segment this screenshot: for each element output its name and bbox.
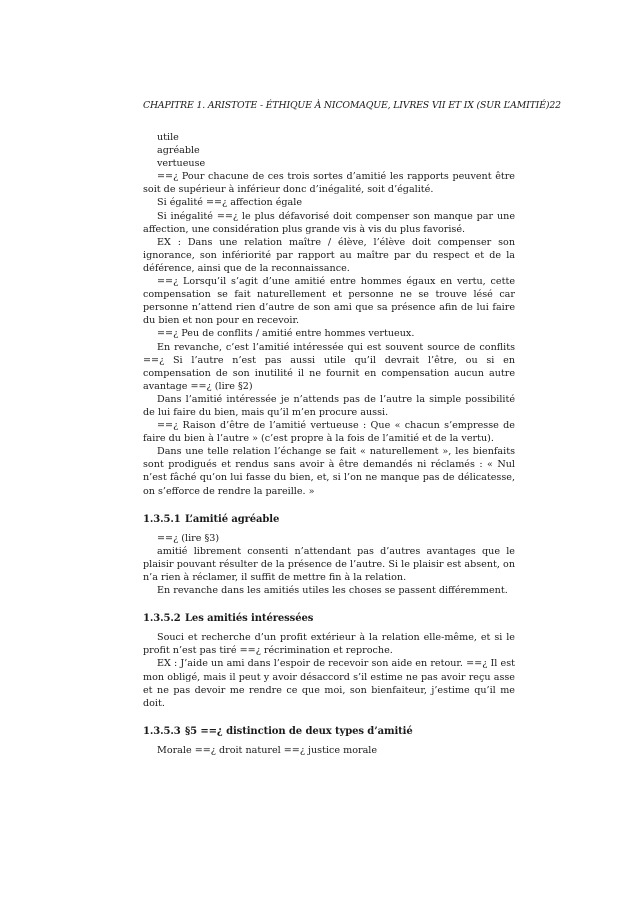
paragraph: ==¿ Lorsqu’il s’agit d’une amitié entre hommes égaux en vertu, cette compensation se fait naturellement et personne ne se trouve lésé car personne n’attend rien d’autre de son ami que sa présence afin de lui faire du bien et non pour en recevoir. xyxy=(143,276,515,327)
paragraph: amitié librement consenti n’attendant pas d’autres avantages que le plaisir pouvant résulter de la présence de l’autre. Si le plaisir est absent, on n’a rien à réclamer, il suffit de mettre fin à la relation. xyxy=(143,545,515,583)
paragraph: ==¿ Pour chacune de ces trois sortes d’amitié les rapports peuvent être soit de supérieur à inférieur donc d’inégalité, soit d’égalité. xyxy=(143,171,515,196)
section-number: 1.3.5.2 xyxy=(143,613,181,625)
chapter-title: CHAPITRE 1. ARISTOTE - ÉTHIQUE À NICOMAQUE, LIVRES VII ET IX (SUR L’AMITIÉ) xyxy=(143,100,550,111)
paragraph: Dans l’amitié intéressée je n’attends pas de l’autre la simple possibilité de lui faire du bien, mais qu’il m’en procure aussi. xyxy=(143,393,515,418)
type-list xyxy=(143,131,515,170)
section-number: 1.3.5.3 xyxy=(143,725,181,737)
paragraph: En revanche dans les amitiés utiles les choses se passent différemment. xyxy=(157,585,508,597)
section-title: §5 ==¿ distinction de deux types d’amitié xyxy=(185,725,413,737)
section-heading xyxy=(143,725,515,738)
list-item: agréable xyxy=(157,145,200,157)
paragraph: EX : J’aide un ami dans l’espoir de recevoir son aide en retour. ==¿ Il est mon obligé, mais il peut y avoir désaccord s’il estime ne pas avoir reçu asse et ne pas devoir me rendre ce que moi, son bienfaiteur, j’estime qu’il me doit. xyxy=(143,658,515,709)
paragraph: EX : Dans une relation maître / élève, l’élève doit compenser son ignorance, son infériorité par rapport au maître par du respect et de la déférence, ainsi que de la reconnaissance. xyxy=(143,236,515,274)
section-title: L’amitié agréable xyxy=(185,513,280,525)
running-header xyxy=(143,100,561,111)
page-number: 22 xyxy=(549,100,561,111)
document-page xyxy=(143,100,561,757)
section-title: Les amitiés intéressées xyxy=(185,613,314,625)
list-item: utile xyxy=(157,132,179,143)
section-number: 1.3.5.1 xyxy=(143,513,181,525)
section-heading xyxy=(143,612,515,625)
paragraph: ==¿ (lire §3) xyxy=(157,532,220,544)
paragraph: En revanche, c’est l’amitié intéressée qui est souvent source de conflits ==¿ Si l’autre n’est pas aussi utile qu’il devrait l’être, ou si en compensation de son inutilité il ne fournit en compensation aucun autre avantage ==¿ (lire §2) xyxy=(143,341,515,392)
paragraph: Souci et recherche d’un profit extérieur à la relation elle-même, et si le profit n’est pas tiré ==¿ récrimination et reproche. xyxy=(143,632,515,657)
list-item: vertueuse xyxy=(157,158,206,170)
paragraph: Morale ==¿ droit naturel ==¿ justice morale xyxy=(157,744,378,756)
paragraph: Si égalité ==¿ affection égale xyxy=(157,197,303,209)
paragraph: Si inégalité ==¿ le plus défavorisé doit compenser son manque par une affection, une considération plus grande vis à vis du plus favorisé. xyxy=(143,210,515,235)
paragraph: ==¿ Peu de conflits / amitié entre hommes vertueux. xyxy=(157,328,415,340)
paragraph: Dans une telle relation l’échange se fait « naturellement », les bienfaits sont prodigués et rendus sans avoir à être demandés ni réclamés : « Nul n’est fâché qu’on lui fasse du bien, et, si l’on ne manque pas de délicatesse, on s’efforce de rendre la pareille. » xyxy=(143,446,515,497)
paragraph: ==¿ Raison d’être de l’amitié vertueuse : Que « chacun s’empresse de faire du bien à l’autre » (c’est propre à la fois de l’amitié et de la vertu). xyxy=(143,420,515,445)
section-heading xyxy=(143,513,515,526)
body-text xyxy=(143,131,515,757)
